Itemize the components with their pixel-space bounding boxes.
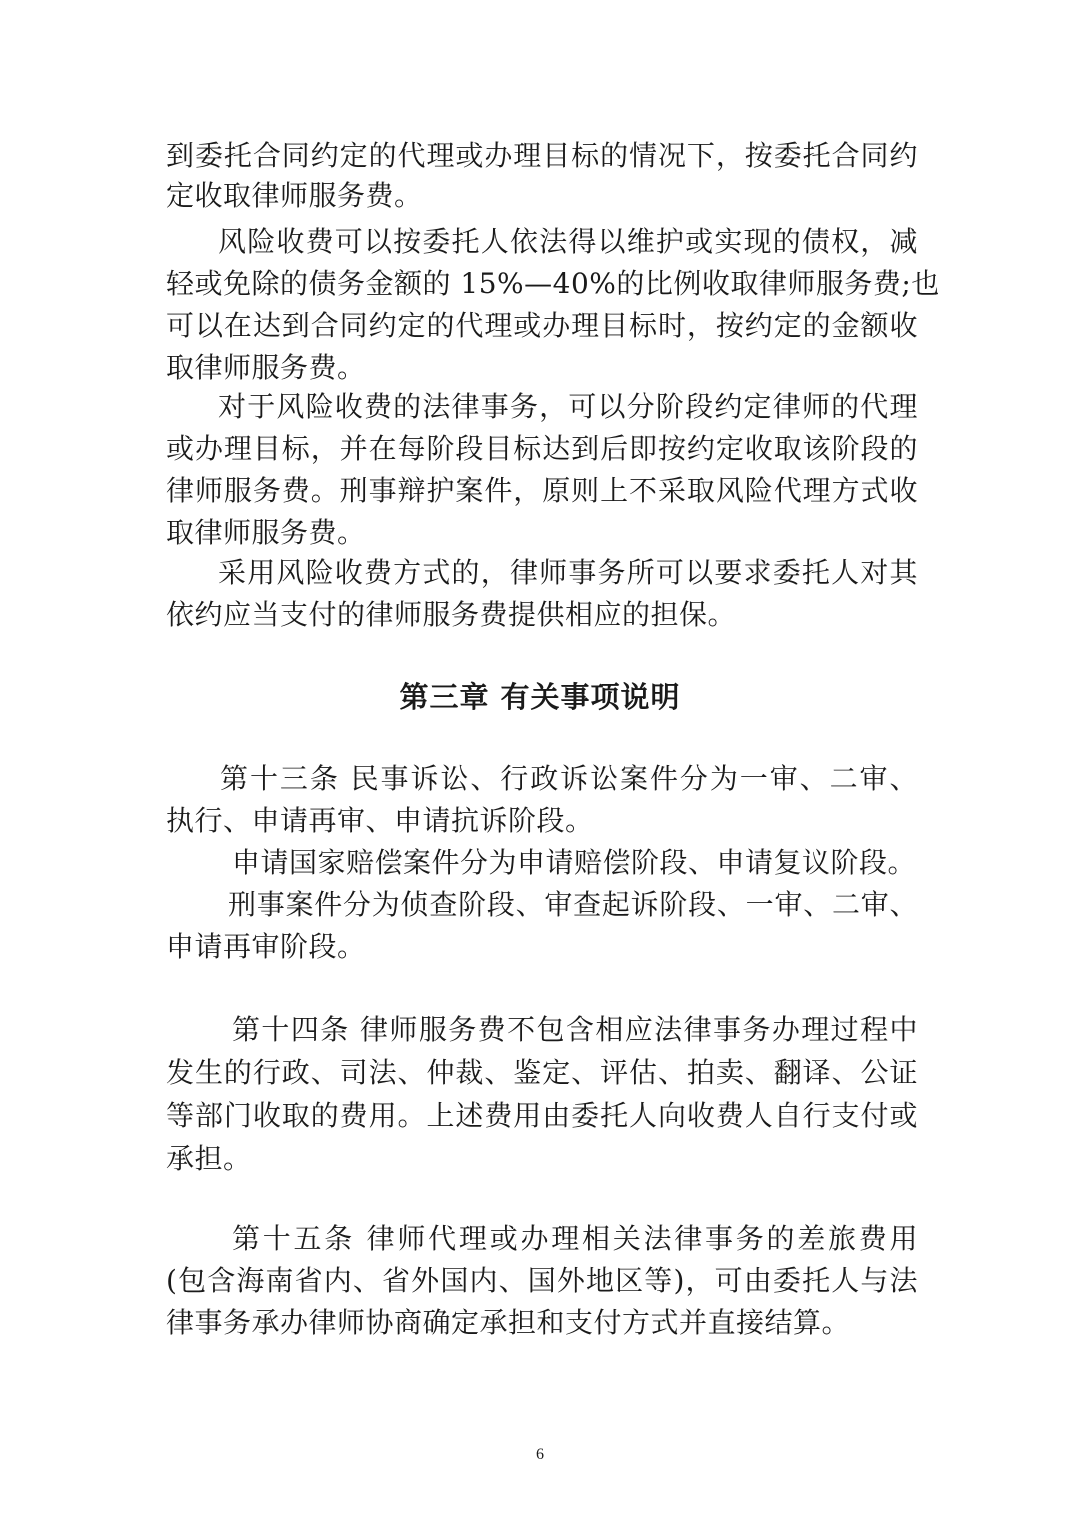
text-line: 第十五条 律师代理或办理相关法律事务的差旅费用	[232, 1222, 918, 1255]
text-line: 取律师服务费。	[166, 516, 366, 549]
text-line: 刑事案件分为侦查阶段、审查起诉阶段、一审、二审、	[228, 888, 918, 921]
text-line: 第十四条 律师服务费不包含相应法律事务办理过程中	[232, 1013, 918, 1046]
text-line: 定收取律师服务费。	[166, 179, 423, 212]
text-line: (包含海南省内、省外国内、国外地区等)，可由委托人与法	[166, 1264, 918, 1297]
text-line: 承担。	[166, 1142, 252, 1175]
text-line: 律师服务费。刑事辩护案件，原则上不采取风险代理方式收	[166, 474, 918, 507]
text-line: 风险收费可以按委托人依法得以维护或实现的债权，减	[218, 225, 918, 258]
text-line: 第十三条 民事诉讼、行政诉讼案件分为一审、二审、	[220, 762, 918, 795]
chapter-title: 第三章 有关事项说明	[399, 680, 681, 714]
text-line: 采用风险收费方式的，律师事务所可以要求委托人对其	[218, 556, 918, 589]
text-line: 律事务承办律师协商确定承担和支付方式并直接结算。	[166, 1306, 851, 1339]
text-line: 对于风险收费的法律事务，可以分阶段约定律师的代理	[218, 390, 918, 423]
text-line: 依约应当支付的律师服务费提供相应的担保。	[166, 598, 737, 631]
text-line: 申请国家赔偿案件分为申请赔偿阶段、申请复议阶段。	[232, 846, 917, 879]
text-line: 等部门收取的费用。上述费用由委托人向收费人自行支付或	[166, 1099, 918, 1132]
text-line: 取律师服务费。	[166, 351, 366, 384]
text-line: 或办理目标，并在每阶段目标达到后即按约定收取该阶段的	[166, 432, 918, 465]
text-line: 到委托合同约定的代理或办理目标的情况下，按委托合同约	[166, 139, 918, 172]
text-line: 执行、申请再审、申请抗诉阶段。	[166, 804, 594, 837]
text-line: 发生的行政、司法、仲裁、鉴定、评估、拍卖、翻译、公证	[166, 1056, 918, 1089]
text-line: 轻或免除的债务金额的 15%—40%的比例收取律师服务费;也	[166, 267, 940, 300]
text-line: 申请再审阶段。	[166, 930, 366, 963]
page-number: 6	[536, 1446, 544, 1463]
text-line: 可以在达到合同约定的代理或办理目标时，按约定的金额收	[166, 309, 918, 342]
